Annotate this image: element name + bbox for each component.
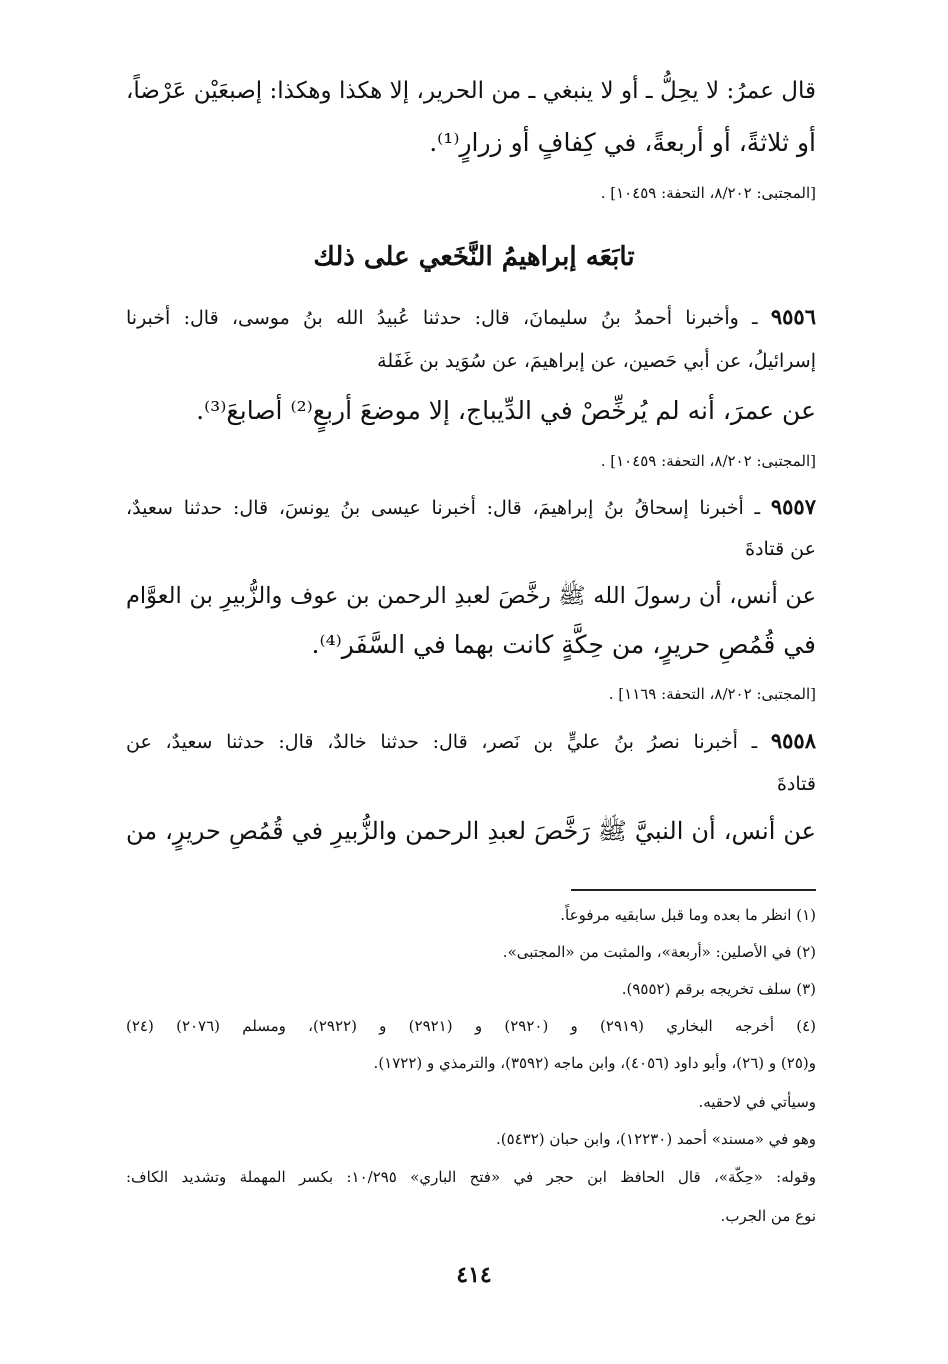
footnote: نوع من الجرب. xyxy=(720,1207,816,1225)
footnote: وهو في «مسند» أحمد (١٢٢٣٠)، وابن حبان (٥٤٣٢). xyxy=(495,1130,816,1148)
isnad-text: ـ وأخبرنا أحمدُ بنُ سليمانَ، قال: حدثنا عُبيدُ الله بنُ موسى، قال: أخبرنا xyxy=(126,307,758,329)
hadith-number: ٩٥٥٨ xyxy=(770,728,816,753)
text-line: قال عمرُ: لا يحِلُّ ـ أو لا ينبغي ـ من الحرير، إلا هكذا وهكذا: إصبعَيْن عَرْضاً، xyxy=(126,78,816,104)
hadith-number: ٩٥٥٧ xyxy=(770,494,816,519)
text-line: قتادةَ xyxy=(776,773,816,795)
hadith-9557-intro xyxy=(126,494,816,519)
text-line: في قُمُصِ حريرٍ، من حِكَّةٍ كانت بهما في السَّفَر⁽⁴⁾. xyxy=(311,630,816,659)
footnote-separator xyxy=(571,889,816,891)
text-line: عن أنس، أن رسولَ الله ﷺ رخَّصَ لعبدِ الرحمن بن عوف والزُّبيرِ بن العوَّام xyxy=(126,583,816,609)
footnote: وسيأتي في لاحقيه. xyxy=(698,1093,816,1111)
text-line: عن قتادةَ xyxy=(745,538,816,560)
hadith-9558-intro xyxy=(126,728,816,753)
text-line: إسرائيلُ، عن أبي حَصين، عن إبراهيمَ، عن سُوَيد بن غَفَلة xyxy=(377,350,816,372)
footnote: (٣) سلف تخريجه برقم (٩٥٥٢). xyxy=(621,980,816,998)
footnote: (٢) في الأصلين: «أربعة»، والمثبت من «المجتبى». xyxy=(502,943,816,961)
text-line: أو ثلاثةً، أو أربعةً، في كِفافٍ أو زرارٍ⁽¹⁾. xyxy=(429,128,816,157)
page-number: ٤١٤ xyxy=(456,1262,492,1288)
footnote: (١) انظر ما بعده وما قبل سابقيه مرفوعاً. xyxy=(560,906,816,924)
hadith-9556-intro xyxy=(126,304,816,329)
footnote: (٤) أخرجه البخاري (٢٩١٩) و (٢٩٢٠) و (٢٩٢١) و (٢٩٢٢)، ومسلم (٢٠٧٦) (٢٤) xyxy=(126,1017,817,1035)
footnote: و(٢٥) و (٢٦)، وأبو داود (٤٠٥٦)، وابن ماجه (٣٥٩٢)، والترمذي و (١٧٢٢). xyxy=(373,1054,816,1072)
reference-line: [المجتبى: ٨/٢٠٢، التحفة: ١١٦٩] . xyxy=(608,685,816,703)
hadith-number: ٩٥٥٦ xyxy=(770,304,816,329)
footnote: وقوله: «حِكّة»، قال الحافظ ابن حجر في «فتح الباري» ١٠/٢٩٥: بكسر المهملة وتشديد الكاف: xyxy=(126,1168,816,1186)
isnad-text: ـ أخبرنا إسحاقُ بنُ إبراهيمَ، قال: أخبرنا عيسى بنُ يونسَ، قال: حدثنا سعيدٌ، xyxy=(126,497,761,519)
reference-line: [المجتبى: ٨/٢٠٢، التحفة: ١٠٤٥٩] . xyxy=(600,184,816,202)
section-heading: تابَعَه إبراهيمُ النَّخَعي على ذلك xyxy=(313,242,635,272)
isnad-text: ـ أخبرنا نصرُ بنُ عليٍّ بن نَصر، قال: حدثنا خالدٌ، قال: حدثنا سعيدٌ، عن xyxy=(126,731,758,753)
reference-line: [المجتبى: ٨/٢٠٢، التحفة: ١٠٤٥٩] . xyxy=(600,452,816,470)
text-line: عن أنس، أن النبيَّ ﷺ رَخَّصَ لعبدِ الرحمن والزُّبيرِ في قُمُصِ حريرٍ، من xyxy=(126,817,816,845)
text-line: عن عمرَ، أنه لم يُرخِّصْ في الدِّيباج، إلا موضعَ أربعٍ⁽²⁾ أصابعَ⁽³⁾. xyxy=(196,396,816,425)
